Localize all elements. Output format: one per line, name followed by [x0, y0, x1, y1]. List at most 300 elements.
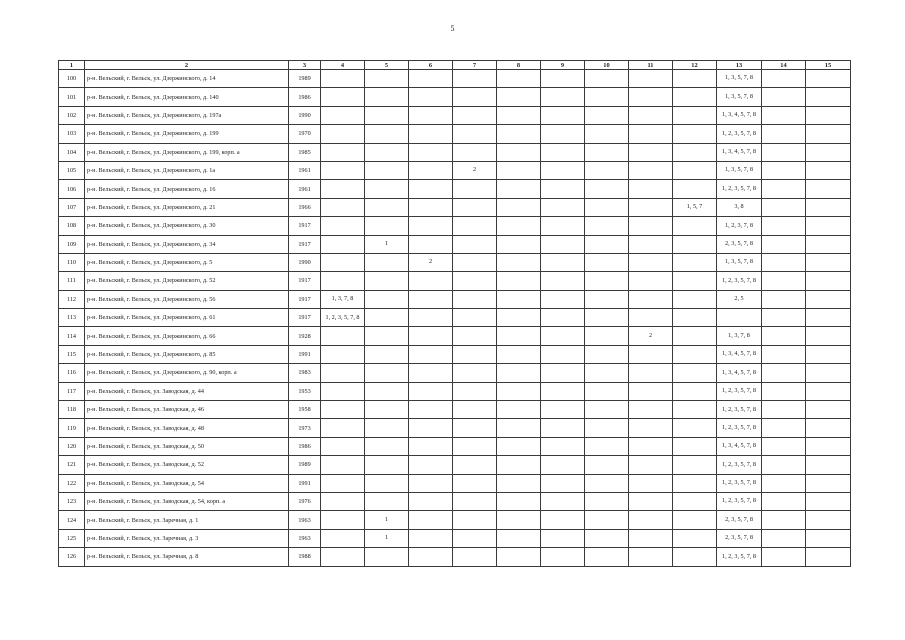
cell-col-6 [409, 345, 453, 363]
cell-col-1: 113 [59, 309, 85, 327]
cell-col-15 [806, 474, 851, 492]
cell-col-4 [321, 401, 365, 419]
cell-col-1: 104 [59, 143, 85, 161]
cell-col-13: 1, 2, 3, 5, 7, 8 [717, 401, 762, 419]
cell-col-12 [673, 474, 717, 492]
cell-col-2: р-н. Вельский, г. Вельск, ул. Дзержинского, д. 197а [85, 106, 289, 124]
cell-col-7 [453, 419, 497, 437]
cell-col-4 [321, 419, 365, 437]
cell-col-15 [806, 290, 851, 308]
cell-col-2: р-н. Вельский, г. Вельск, ул. Заречная, д. 1 [85, 511, 289, 529]
cell-col-7 [453, 143, 497, 161]
cell-col-9 [541, 253, 585, 271]
cell-col-14 [762, 419, 806, 437]
cell-col-3: 1963 [289, 511, 321, 529]
cell-col-9 [541, 309, 585, 327]
cell-col-8 [497, 382, 541, 400]
cell-col-9 [541, 419, 585, 437]
cell-col-9 [541, 272, 585, 290]
table-row [59, 217, 851, 235]
cell-col-12 [673, 180, 717, 198]
cell-col-2: р-н. Вельский, г. Вельск, ул. Заречная, д. 3 [85, 529, 289, 547]
cell-col-10 [585, 217, 629, 235]
cell-col-8 [497, 456, 541, 474]
cell-col-1: 109 [59, 235, 85, 253]
cell-col-3: 1986 [289, 437, 321, 455]
cell-col-14 [762, 272, 806, 290]
cell-col-3: 1988 [289, 548, 321, 566]
cell-col-1: 100 [59, 70, 85, 88]
cell-col-2: р-н. Вельский, г. Вельск, ул. Заречная, д. 8 [85, 548, 289, 566]
cell-col-15 [806, 198, 851, 216]
cell-col-7 [453, 437, 497, 455]
cell-col-1: 102 [59, 106, 85, 124]
cell-col-11 [629, 198, 673, 216]
cell-col-5 [365, 161, 409, 179]
table-row [59, 106, 851, 124]
cell-col-1: 124 [59, 511, 85, 529]
column-header-15: 15 [806, 61, 851, 70]
cell-col-3: 1958 [289, 401, 321, 419]
cell-col-3: 1973 [289, 419, 321, 437]
cell-col-12 [673, 125, 717, 143]
cell-col-5 [365, 253, 409, 271]
cell-col-1: 105 [59, 161, 85, 179]
cell-col-6 [409, 217, 453, 235]
cell-col-6 [409, 309, 453, 327]
cell-col-9 [541, 474, 585, 492]
cell-col-6 [409, 474, 453, 492]
cell-col-8 [497, 125, 541, 143]
cell-col-8 [497, 235, 541, 253]
cell-col-10 [585, 419, 629, 437]
cell-col-2: р-н. Вельский, г. Вельск, ул. Дзержинского, д. 66 [85, 327, 289, 345]
cell-col-4 [321, 217, 365, 235]
cell-col-14 [762, 253, 806, 271]
cell-col-13: 1, 3, 4, 5, 7, 8 [717, 364, 762, 382]
cell-col-8 [497, 474, 541, 492]
cell-col-7 [453, 456, 497, 474]
column-header-9: 9 [541, 61, 585, 70]
cell-col-8 [497, 143, 541, 161]
cell-col-13: 1, 3, 7, 8 [717, 327, 762, 345]
cell-col-4 [321, 143, 365, 161]
cell-col-2: р-н. Вельский, г. Вельск, ул. Дзержинского, д. 16 [85, 180, 289, 198]
cell-col-9 [541, 217, 585, 235]
column-header-5: 5 [365, 61, 409, 70]
table-row [59, 272, 851, 290]
cell-col-8 [497, 272, 541, 290]
cell-col-10 [585, 529, 629, 547]
cell-col-10 [585, 272, 629, 290]
cell-col-2: р-н. Вельский, г. Вельск, ул. Дзержинского, д. 30 [85, 217, 289, 235]
cell-col-8 [497, 364, 541, 382]
cell-col-15 [806, 180, 851, 198]
cell-col-12 [673, 143, 717, 161]
cell-col-2: р-н. Вельский, г. Вельск, ул. Дзержинского, д. 52 [85, 272, 289, 290]
cell-col-9 [541, 364, 585, 382]
cell-col-6 [409, 70, 453, 88]
cell-col-6 [409, 180, 453, 198]
cell-col-2: р-н. Вельский, г. Вельск, ул. Дзержинского, д. 85 [85, 345, 289, 363]
cell-col-13: 1, 2, 3, 5, 7, 8 [717, 382, 762, 400]
cell-col-14 [762, 309, 806, 327]
cell-col-13: 2, 3, 5, 7, 8 [717, 511, 762, 529]
table-row [59, 345, 851, 363]
cell-col-3: 1917 [289, 217, 321, 235]
cell-col-1: 116 [59, 364, 85, 382]
cell-col-8 [497, 419, 541, 437]
cell-col-7 [453, 125, 497, 143]
cell-col-12 [673, 345, 717, 363]
cell-col-9 [541, 345, 585, 363]
cell-col-8 [497, 511, 541, 529]
cell-col-4 [321, 529, 365, 547]
cell-col-10 [585, 253, 629, 271]
cell-col-5 [365, 180, 409, 198]
cell-col-15 [806, 217, 851, 235]
cell-col-13: 1, 3, 5, 7, 8 [717, 253, 762, 271]
cell-col-7 [453, 272, 497, 290]
cell-col-11 [629, 88, 673, 106]
cell-col-13: 1, 2, 3, 5, 7, 8 [717, 474, 762, 492]
cell-col-1: 122 [59, 474, 85, 492]
cell-col-12 [673, 309, 717, 327]
cell-col-6 [409, 511, 453, 529]
cell-col-15 [806, 253, 851, 271]
cell-col-11 [629, 272, 673, 290]
cell-col-9 [541, 70, 585, 88]
cell-col-1: 123 [59, 492, 85, 510]
cell-col-4: 1, 2, 3, 5, 7, 8 [321, 309, 365, 327]
cell-col-9 [541, 548, 585, 566]
cell-col-7 [453, 235, 497, 253]
cell-col-11 [629, 217, 673, 235]
cell-col-3: 1953 [289, 382, 321, 400]
cell-col-4 [321, 106, 365, 124]
cell-col-14 [762, 327, 806, 345]
column-header-14: 14 [762, 61, 806, 70]
cell-col-7 [453, 511, 497, 529]
cell-col-15 [806, 125, 851, 143]
cell-col-5 [365, 548, 409, 566]
column-header-4: 4 [321, 61, 365, 70]
cell-col-14 [762, 290, 806, 308]
cell-col-9 [541, 437, 585, 455]
cell-col-12 [673, 437, 717, 455]
cell-col-6 [409, 364, 453, 382]
cell-col-3: 1966 [289, 198, 321, 216]
cell-col-12 [673, 511, 717, 529]
cell-col-15 [806, 70, 851, 88]
cell-col-10 [585, 382, 629, 400]
cell-col-13 [717, 309, 762, 327]
table-row [59, 290, 851, 308]
cell-col-6 [409, 106, 453, 124]
cell-col-13: 1, 2, 3, 5, 7, 8 [717, 492, 762, 510]
cell-col-11 [629, 161, 673, 179]
cell-col-7 [453, 529, 497, 547]
cell-col-11 [629, 253, 673, 271]
cell-col-13: 1, 2, 3, 5, 7, 8 [717, 548, 762, 566]
cell-col-7 [453, 382, 497, 400]
cell-col-5 [365, 474, 409, 492]
cell-col-10 [585, 511, 629, 529]
cell-col-12 [673, 401, 717, 419]
cell-col-6 [409, 327, 453, 345]
cell-col-11 [629, 143, 673, 161]
cell-col-2: р-н. Вельский, г. Вельск, ул. Дзержинского, д. 56 [85, 290, 289, 308]
cell-col-4 [321, 437, 365, 455]
table-row [59, 382, 851, 400]
cell-col-6 [409, 401, 453, 419]
cell-col-2: р-н. Вельский, г. Вельск, ул. Дзержинского, д. 90, корп. а [85, 364, 289, 382]
cell-col-11 [629, 235, 673, 253]
cell-col-12 [673, 327, 717, 345]
table-row [59, 419, 851, 437]
cell-col-12 [673, 492, 717, 510]
table-row [59, 437, 851, 455]
cell-col-5 [365, 492, 409, 510]
cell-col-9 [541, 456, 585, 474]
cell-col-8 [497, 290, 541, 308]
cell-col-4: 1, 3, 7, 8 [321, 290, 365, 308]
column-header-7: 7 [453, 61, 497, 70]
cell-col-2: р-н. Вельский, г. Вельск, ул. Заводская, д. 54 [85, 474, 289, 492]
cell-col-6 [409, 437, 453, 455]
cell-col-6 [409, 235, 453, 253]
cell-col-11 [629, 474, 673, 492]
cell-col-3: 1990 [289, 253, 321, 271]
cell-col-11 [629, 548, 673, 566]
cell-col-3: 1976 [289, 492, 321, 510]
table-row [59, 474, 851, 492]
cell-col-1: 101 [59, 88, 85, 106]
cell-col-4 [321, 272, 365, 290]
cell-col-8 [497, 345, 541, 363]
cell-col-13: 1, 2, 3, 5, 7, 8 [717, 419, 762, 437]
cell-col-15 [806, 88, 851, 106]
cell-col-4 [321, 364, 365, 382]
cell-col-14 [762, 492, 806, 510]
cell-col-9 [541, 143, 585, 161]
cell-col-11 [629, 492, 673, 510]
cell-col-12 [673, 382, 717, 400]
cell-col-11 [629, 125, 673, 143]
cell-col-3: 1983 [289, 364, 321, 382]
cell-col-11 [629, 345, 673, 363]
cell-col-13: 1, 3, 5, 7, 8 [717, 88, 762, 106]
cell-col-12 [673, 235, 717, 253]
cell-col-8 [497, 529, 541, 547]
table-row [59, 198, 851, 216]
cell-col-9 [541, 125, 585, 143]
cell-col-5: 1 [365, 511, 409, 529]
cell-col-12 [673, 88, 717, 106]
cell-col-11 [629, 290, 673, 308]
cell-col-1: 126 [59, 548, 85, 566]
cell-col-5 [365, 88, 409, 106]
cell-col-2: р-н. Вельский, г. Вельск, ул. Дзержинского, д. 5 [85, 253, 289, 271]
cell-col-11 [629, 364, 673, 382]
table-row [59, 529, 851, 547]
table-row [59, 161, 851, 179]
cell-col-11 [629, 511, 673, 529]
cell-col-12 [673, 161, 717, 179]
column-header-2: 2 [85, 61, 289, 70]
cell-col-14 [762, 364, 806, 382]
cell-col-15 [806, 309, 851, 327]
cell-col-6 [409, 492, 453, 510]
cell-col-12 [673, 272, 717, 290]
cell-col-12 [673, 419, 717, 437]
cell-col-2: р-н. Вельский, г. Вельск, ул. Дзержинского, д. 199 [85, 125, 289, 143]
cell-col-5 [365, 364, 409, 382]
cell-col-12 [673, 253, 717, 271]
table-row [59, 456, 851, 474]
register-table [58, 60, 851, 567]
table-row [59, 309, 851, 327]
cell-col-8 [497, 70, 541, 88]
cell-col-13: 1, 2, 3, 7, 8 [717, 217, 762, 235]
cell-col-10 [585, 327, 629, 345]
cell-col-15 [806, 401, 851, 419]
cell-col-11 [629, 70, 673, 88]
cell-col-13: 1, 3, 4, 5, 7, 8 [717, 345, 762, 363]
cell-col-14 [762, 548, 806, 566]
cell-col-1: 111 [59, 272, 85, 290]
table-row [59, 125, 851, 143]
column-header-10: 10 [585, 61, 629, 70]
cell-col-13: 2, 5 [717, 290, 762, 308]
cell-col-13: 3, 8 [717, 198, 762, 216]
cell-col-15 [806, 143, 851, 161]
cell-col-2: р-н. Вельский, г. Вельск, ул. Заводская, д. 46 [85, 401, 289, 419]
cell-col-7 [453, 290, 497, 308]
cell-col-10 [585, 106, 629, 124]
cell-col-4 [321, 125, 365, 143]
cell-col-4 [321, 456, 365, 474]
table-row [59, 180, 851, 198]
cell-col-6 [409, 161, 453, 179]
column-header-8: 8 [497, 61, 541, 70]
cell-col-5 [365, 309, 409, 327]
cell-col-11 [629, 437, 673, 455]
column-header-1: 1 [59, 61, 85, 70]
cell-col-14 [762, 345, 806, 363]
cell-col-10 [585, 456, 629, 474]
cell-col-15 [806, 529, 851, 547]
cell-col-14 [762, 161, 806, 179]
cell-col-6 [409, 419, 453, 437]
cell-col-3: 1917 [289, 235, 321, 253]
cell-col-11 [629, 382, 673, 400]
cell-col-5 [365, 437, 409, 455]
cell-col-6 [409, 272, 453, 290]
cell-col-1: 115 [59, 345, 85, 363]
cell-col-15 [806, 419, 851, 437]
cell-col-13: 1, 3, 5, 7, 8 [717, 70, 762, 88]
cell-col-5 [365, 327, 409, 345]
table-row [59, 235, 851, 253]
cell-col-4 [321, 180, 365, 198]
cell-col-11 [629, 106, 673, 124]
cell-col-4 [321, 548, 365, 566]
table-row [59, 70, 851, 88]
cell-col-6 [409, 88, 453, 106]
cell-col-13: 1, 3, 4, 5, 7, 8 [717, 437, 762, 455]
cell-col-3: 1991 [289, 474, 321, 492]
cell-col-14 [762, 511, 806, 529]
cell-col-13: 1, 2, 3, 5, 7, 8 [717, 272, 762, 290]
cell-col-15 [806, 106, 851, 124]
cell-col-2: р-н. Вельский, г. Вельск, ул. Заводская, д. 50 [85, 437, 289, 455]
cell-col-1: 108 [59, 217, 85, 235]
cell-col-6: 2 [409, 253, 453, 271]
cell-col-15 [806, 235, 851, 253]
cell-col-15 [806, 345, 851, 363]
cell-col-8 [497, 217, 541, 235]
cell-col-13: 1, 2, 3, 5, 7, 8 [717, 180, 762, 198]
cell-col-1: 119 [59, 419, 85, 437]
cell-col-2: р-н. Вельский, г. Вельск, ул. Дзержинского, д. 140 [85, 88, 289, 106]
cell-col-9 [541, 492, 585, 510]
cell-col-14 [762, 143, 806, 161]
cell-col-12 [673, 364, 717, 382]
cell-col-14 [762, 529, 806, 547]
cell-col-9 [541, 106, 585, 124]
cell-col-15 [806, 437, 851, 455]
table-row [59, 401, 851, 419]
cell-col-11: 2 [629, 327, 673, 345]
cell-col-12 [673, 548, 717, 566]
cell-col-2: р-н. Вельский, г. Вельск, ул. Дзержинского, д. 34 [85, 235, 289, 253]
cell-col-2: р-н. Вельский, г. Вельск, ул. Дзержинского, д. 14 [85, 70, 289, 88]
cell-col-7 [453, 198, 497, 216]
cell-col-7 [453, 327, 497, 345]
cell-col-15 [806, 382, 851, 400]
cell-col-7 [453, 180, 497, 198]
cell-col-9 [541, 198, 585, 216]
cell-col-8 [497, 180, 541, 198]
cell-col-14 [762, 180, 806, 198]
cell-col-5 [365, 217, 409, 235]
cell-col-14 [762, 106, 806, 124]
cell-col-9 [541, 161, 585, 179]
cell-col-10 [585, 345, 629, 363]
cell-col-10 [585, 290, 629, 308]
table-row [59, 364, 851, 382]
cell-col-4 [321, 88, 365, 106]
cell-col-13: 1, 3, 4, 5, 7, 8 [717, 106, 762, 124]
cell-col-12 [673, 106, 717, 124]
table-row [59, 327, 851, 345]
cell-col-10 [585, 180, 629, 198]
cell-col-14 [762, 474, 806, 492]
cell-col-5 [365, 382, 409, 400]
cell-col-8 [497, 161, 541, 179]
cell-col-7 [453, 548, 497, 566]
cell-col-11 [629, 309, 673, 327]
cell-col-14 [762, 198, 806, 216]
cell-col-13: 1, 3, 5, 7, 8 [717, 161, 762, 179]
cell-col-9 [541, 529, 585, 547]
cell-col-6 [409, 382, 453, 400]
cell-col-7 [453, 70, 497, 88]
cell-col-10 [585, 364, 629, 382]
cell-col-7 [453, 309, 497, 327]
cell-col-1: 107 [59, 198, 85, 216]
